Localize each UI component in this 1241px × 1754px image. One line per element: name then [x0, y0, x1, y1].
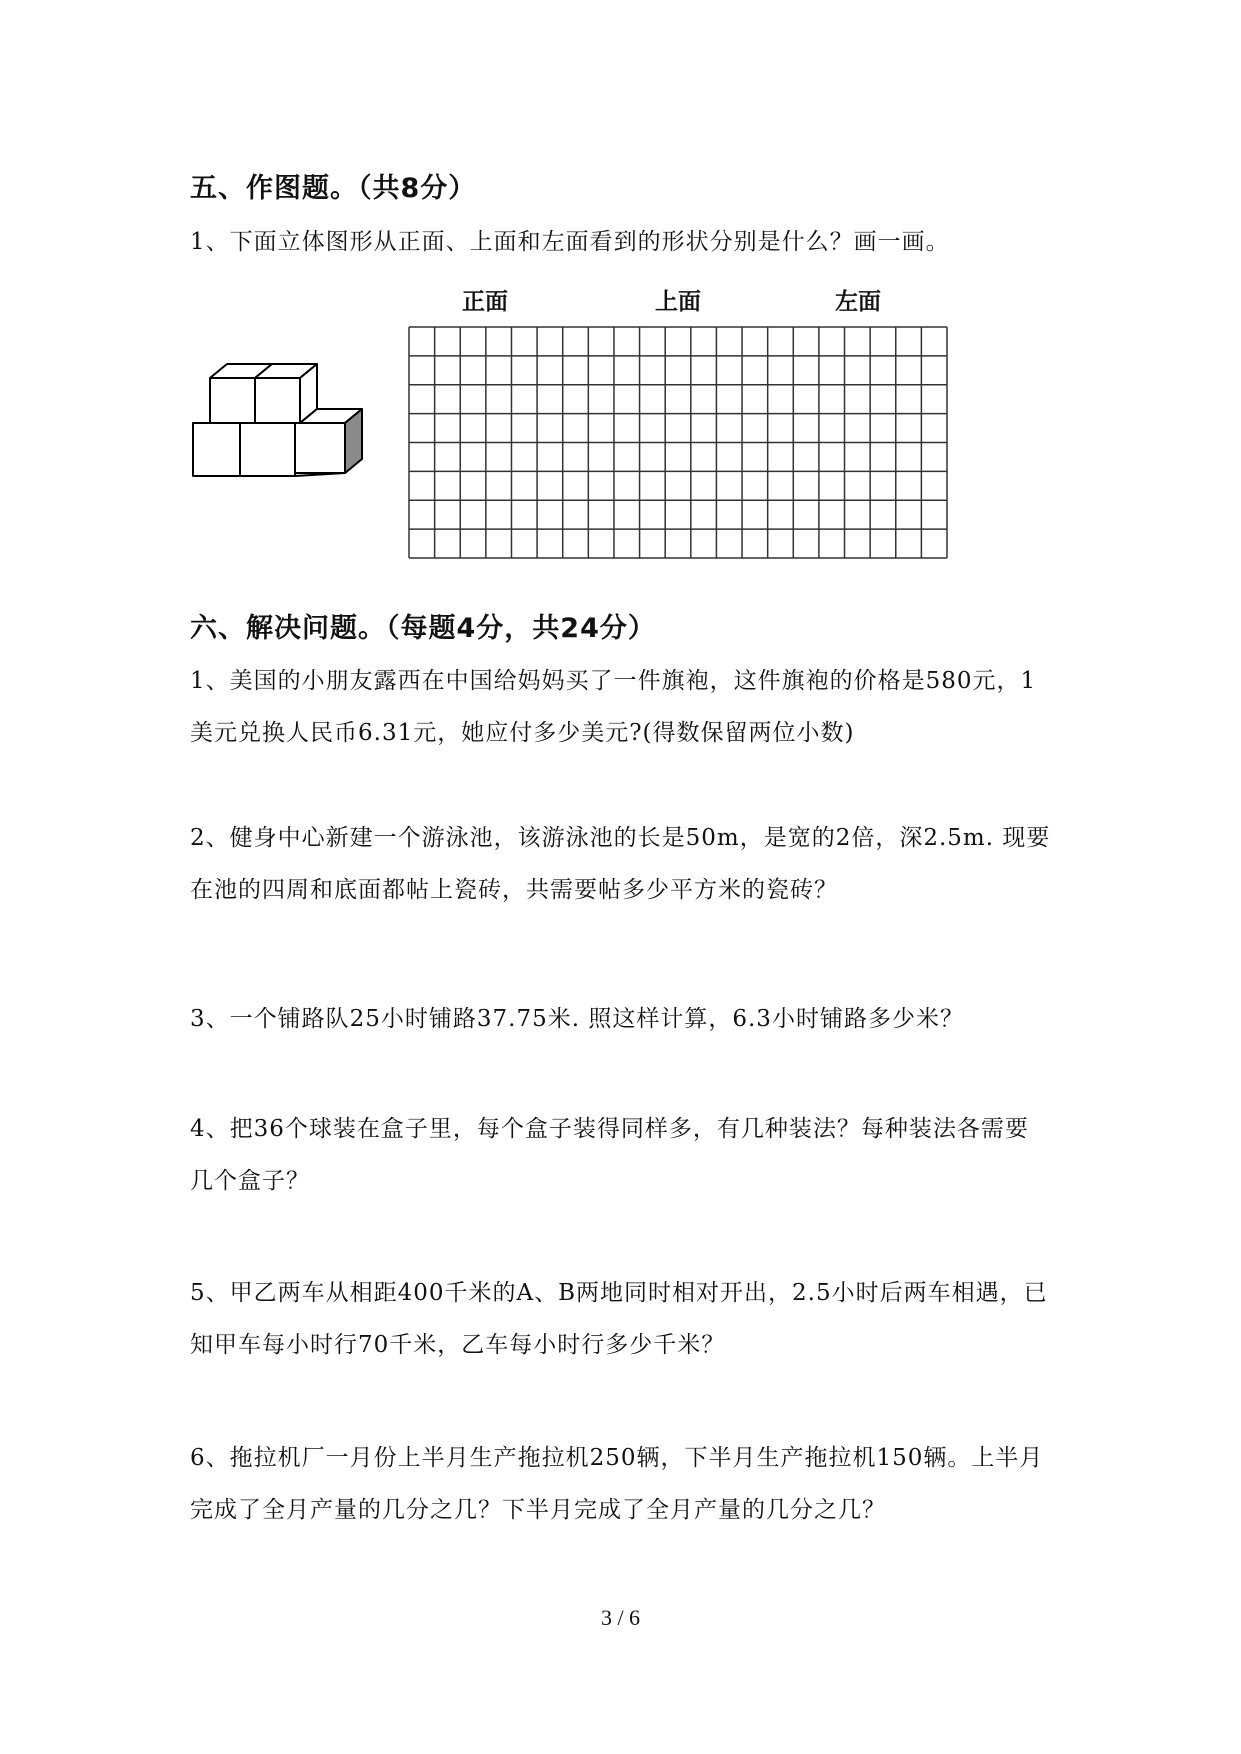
question-2-line-1: 2、健身中心新建一个游泳池，该游泳池的长是50m，是宽的2倍，深2.5m. 现要: [190, 825, 1051, 851]
question-4-line-1: 4、把36个球装在盒子里，每个盒子装得同样多，有几种装法？每种装法各需要: [190, 1116, 1029, 1142]
question-5: [190, 1267, 1065, 1371]
question-4: [190, 1103, 1065, 1207]
section-title-problems: 六、解决问题。（每题4分，共24分）: [190, 613, 656, 644]
question-1-line-1: 1、美国的小朋友露西在中国给妈妈买了一件旗袍，这件旗袍的价格是580元，1: [190, 668, 1037, 694]
question-6-line-2: 完成了全月产量的几分之几？下半月完成了全月产量的几分之几？: [190, 1497, 886, 1523]
label-front-view: 正面: [462, 289, 508, 315]
question-6: [190, 1432, 1065, 1536]
drawing-grid[interactable]: [408, 326, 948, 559]
label-top-view: 上面: [655, 289, 701, 315]
cube-figure: [190, 360, 390, 495]
question-4-line-2: 几个盒子？: [190, 1168, 310, 1194]
section-title-drawing: 五、作图题。（共8分）: [190, 173, 477, 204]
question-3: [190, 993, 1065, 1045]
question-1: [190, 655, 1065, 759]
question-3-line-1: 3、一个铺路队25小时铺路37.75米. 照这样计算，6.3小时铺路多少米？: [190, 1006, 964, 1032]
question-2: [190, 812, 1065, 916]
question-draw-views: 1、下面立体图形从正面、上面和左面看到的形状分别是什么？画一画。: [190, 229, 950, 255]
question-5-line-1: 5、甲乙两车从相距400千米的A、B两地同时相对开出，2.5小时后两车相遇，已: [190, 1280, 1048, 1306]
label-left-view: 左面: [835, 289, 881, 315]
question-6-line-1: 6、拖拉机厂一月份上半月生产拖拉机250辆，下半月生产拖拉机150辆。上半月: [190, 1445, 1044, 1471]
question-2-line-2: 在池的四周和底面都帖上瓷砖，共需要帖多少平方米的瓷砖？: [190, 877, 838, 903]
question-1-line-2: 美元兑换人民币6.31元，她应付多少美元?(得数保留两位小数): [190, 720, 855, 746]
page-number: 3 / 6: [600, 1605, 641, 1630]
question-5-line-2: 知甲车每小时行70千米，乙车每小时行多少千米？: [190, 1332, 726, 1358]
